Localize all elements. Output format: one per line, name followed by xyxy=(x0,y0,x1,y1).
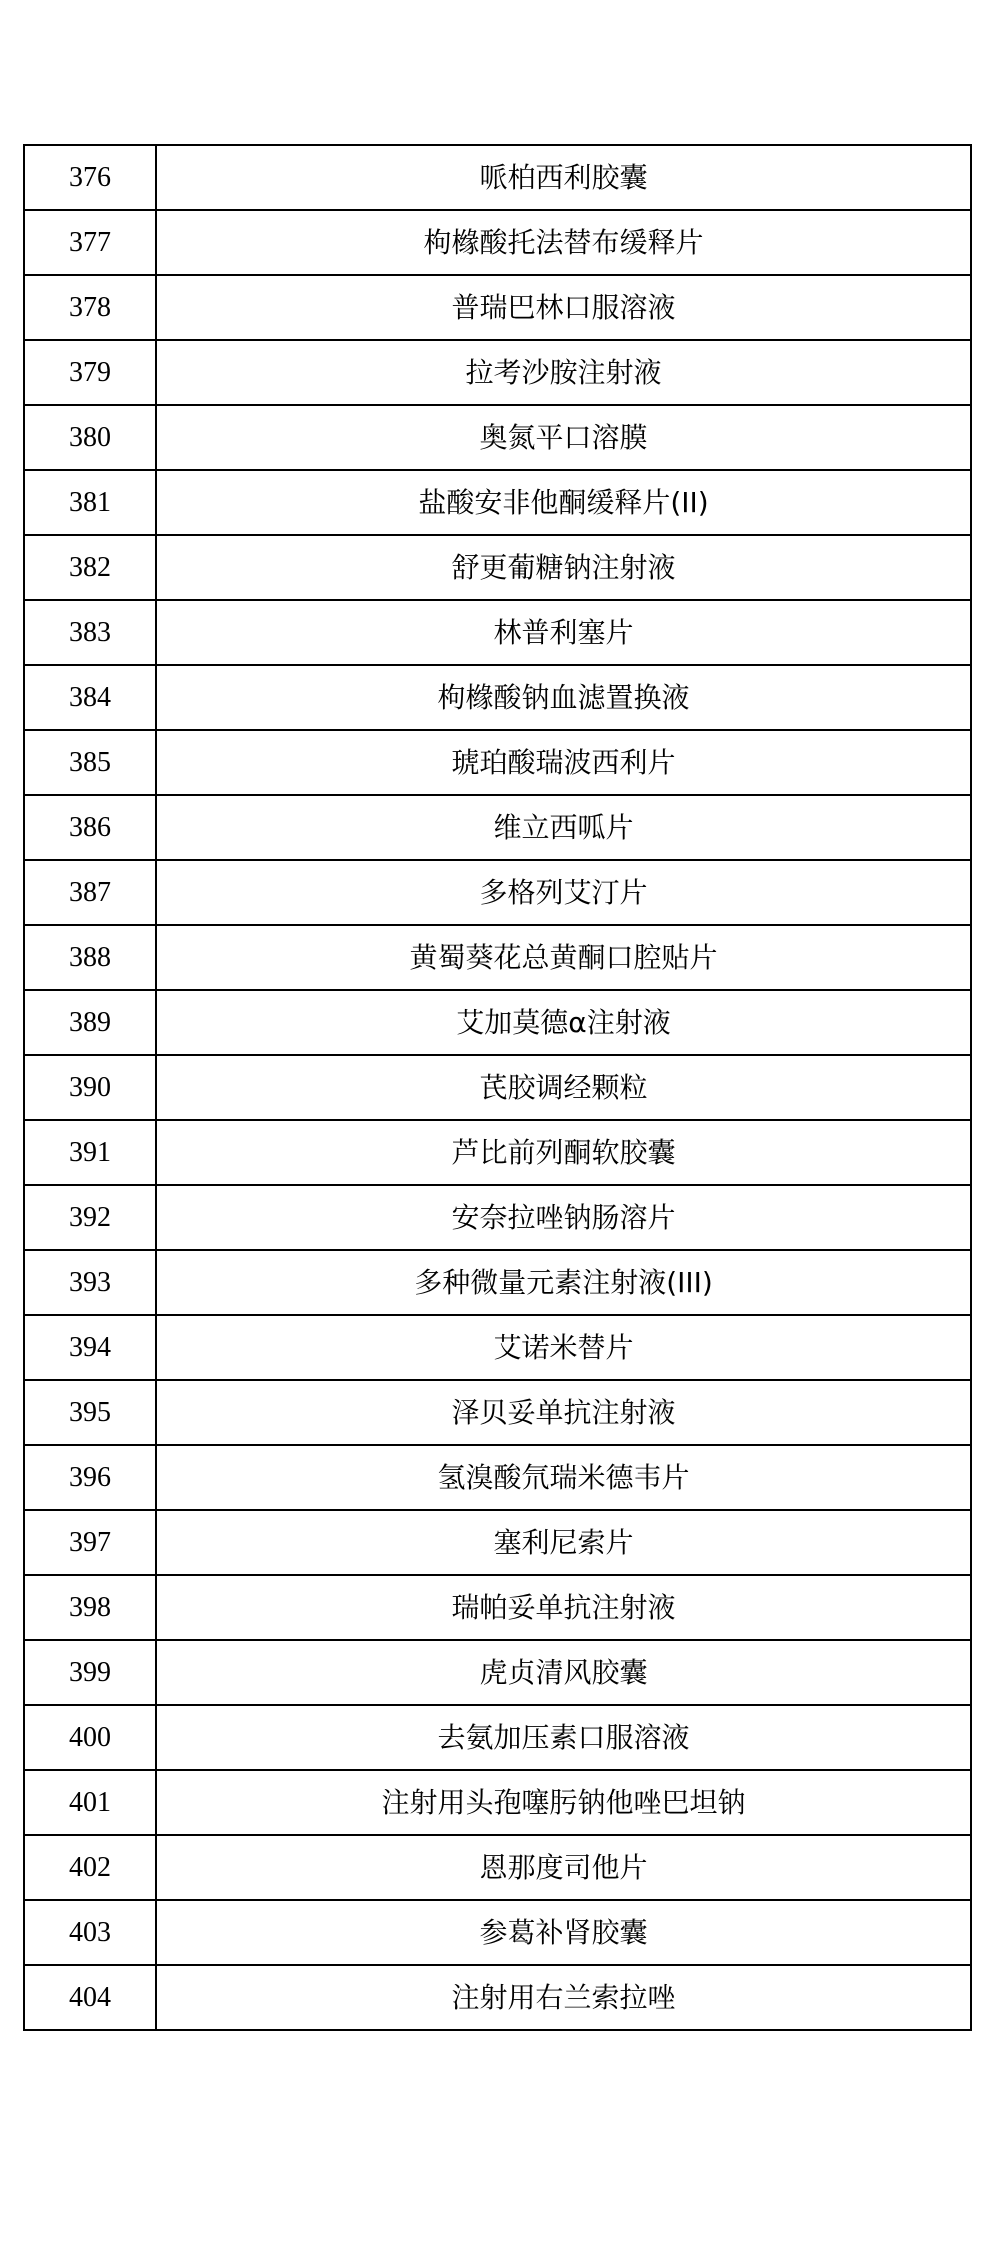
drug-name-cell: 琥珀酸瑞波西利片 xyxy=(156,730,971,795)
table-row xyxy=(24,535,971,600)
drug-name-cell: 注射用头孢噻肟钠他唑巴坦钠 xyxy=(156,1770,971,1835)
table-row xyxy=(24,730,971,795)
drug-name-cell: 参葛补肾胶囊 xyxy=(156,1900,971,1965)
drug-name-cell: 奥氮平口溶膜 xyxy=(156,405,971,470)
row-number-cell: 404 xyxy=(24,1965,156,2030)
row-number-cell: 376 xyxy=(24,145,156,210)
table-row xyxy=(24,990,971,1055)
table-row xyxy=(24,1510,971,1575)
table-row xyxy=(24,275,971,340)
row-number-cell: 390 xyxy=(24,1055,156,1120)
drug-name-cell: 哌柏西利胶囊 xyxy=(156,145,971,210)
drug-name-cell: 枸橼酸托法替布缓释片 xyxy=(156,210,971,275)
row-number-cell: 380 xyxy=(24,405,156,470)
table-row xyxy=(24,600,971,665)
row-number-cell: 401 xyxy=(24,1770,156,1835)
row-number-cell: 384 xyxy=(24,665,156,730)
table-row xyxy=(24,1445,971,1510)
table-row xyxy=(24,925,971,990)
table-row xyxy=(24,1705,971,1770)
drug-name-cell: 多格列艾汀片 xyxy=(156,860,971,925)
table-row xyxy=(24,405,971,470)
drug-name-cell: 泽贝妥单抗注射液 xyxy=(156,1380,971,1445)
drug-name-cell: 注射用右兰索拉唑 xyxy=(156,1965,971,2030)
drug-name-cell: 芦比前列酮软胶囊 xyxy=(156,1120,971,1185)
drug-name-cell: 艾诺米替片 xyxy=(156,1315,971,1380)
drug-name-cell: 多种微量元素注射液(III) xyxy=(156,1250,971,1315)
row-number-cell: 394 xyxy=(24,1315,156,1380)
row-number-cell: 377 xyxy=(24,210,156,275)
table-row xyxy=(24,1835,971,1900)
table-row xyxy=(24,1900,971,1965)
table-row xyxy=(24,210,971,275)
table-row xyxy=(24,1770,971,1835)
row-number-cell: 386 xyxy=(24,795,156,860)
table-row xyxy=(24,1055,971,1120)
row-number-cell: 400 xyxy=(24,1705,156,1770)
drug-name-cell: 林普利塞片 xyxy=(156,600,971,665)
row-number-cell: 398 xyxy=(24,1575,156,1640)
row-number-cell: 389 xyxy=(24,990,156,1055)
table-row xyxy=(24,1575,971,1640)
table-row xyxy=(24,1965,971,2030)
drug-name-cell: 盐酸安非他酮缓释片(II) xyxy=(156,470,971,535)
table-row xyxy=(24,1120,971,1185)
table-row xyxy=(24,665,971,730)
row-number-cell: 387 xyxy=(24,860,156,925)
table-row xyxy=(24,1250,971,1315)
row-number-cell: 396 xyxy=(24,1445,156,1510)
row-number-cell: 402 xyxy=(24,1835,156,1900)
table-row xyxy=(24,340,971,405)
drug-name-cell: 塞利尼索片 xyxy=(156,1510,971,1575)
table-row xyxy=(24,470,971,535)
row-number-cell: 383 xyxy=(24,600,156,665)
drug-name-cell: 舒更葡糖钠注射液 xyxy=(156,535,971,600)
row-number-cell: 391 xyxy=(24,1120,156,1185)
row-number-cell: 395 xyxy=(24,1380,156,1445)
table-row xyxy=(24,1380,971,1445)
drug-name-cell: 枸橼酸钠血滤置换液 xyxy=(156,665,971,730)
row-number-cell: 393 xyxy=(24,1250,156,1315)
drug-name-cell: 氢溴酸氘瑞米德韦片 xyxy=(156,1445,971,1510)
drug-name-cell: 普瑞巴林口服溶液 xyxy=(156,275,971,340)
drug-list-body xyxy=(24,145,971,2030)
drug-list-table xyxy=(23,144,972,2031)
table-row xyxy=(24,1315,971,1380)
row-number-cell: 397 xyxy=(24,1510,156,1575)
drug-name-cell: 恩那度司他片 xyxy=(156,1835,971,1900)
drug-name-cell: 黄蜀葵花总黄酮口腔贴片 xyxy=(156,925,971,990)
row-number-cell: 388 xyxy=(24,925,156,990)
table-row xyxy=(24,860,971,925)
row-number-cell: 399 xyxy=(24,1640,156,1705)
drug-name-cell: 芪胶调经颗粒 xyxy=(156,1055,971,1120)
row-number-cell: 381 xyxy=(24,470,156,535)
row-number-cell: 392 xyxy=(24,1185,156,1250)
row-number-cell: 403 xyxy=(24,1900,156,1965)
drug-name-cell: 安奈拉唑钠肠溶片 xyxy=(156,1185,971,1250)
drug-name-cell: 拉考沙胺注射液 xyxy=(156,340,971,405)
table-row xyxy=(24,145,971,210)
row-number-cell: 378 xyxy=(24,275,156,340)
drug-name-cell: 瑞帕妥单抗注射液 xyxy=(156,1575,971,1640)
table-row xyxy=(24,1185,971,1250)
row-number-cell: 379 xyxy=(24,340,156,405)
table-row xyxy=(24,1640,971,1705)
drug-name-cell: 去氨加压素口服溶液 xyxy=(156,1705,971,1770)
drug-name-cell: 虎贞清风胶囊 xyxy=(156,1640,971,1705)
row-number-cell: 382 xyxy=(24,535,156,600)
drug-name-cell: 艾加莫德α注射液 xyxy=(156,990,971,1055)
table-row xyxy=(24,795,971,860)
row-number-cell: 385 xyxy=(24,730,156,795)
drug-name-cell: 维立西呱片 xyxy=(156,795,971,860)
